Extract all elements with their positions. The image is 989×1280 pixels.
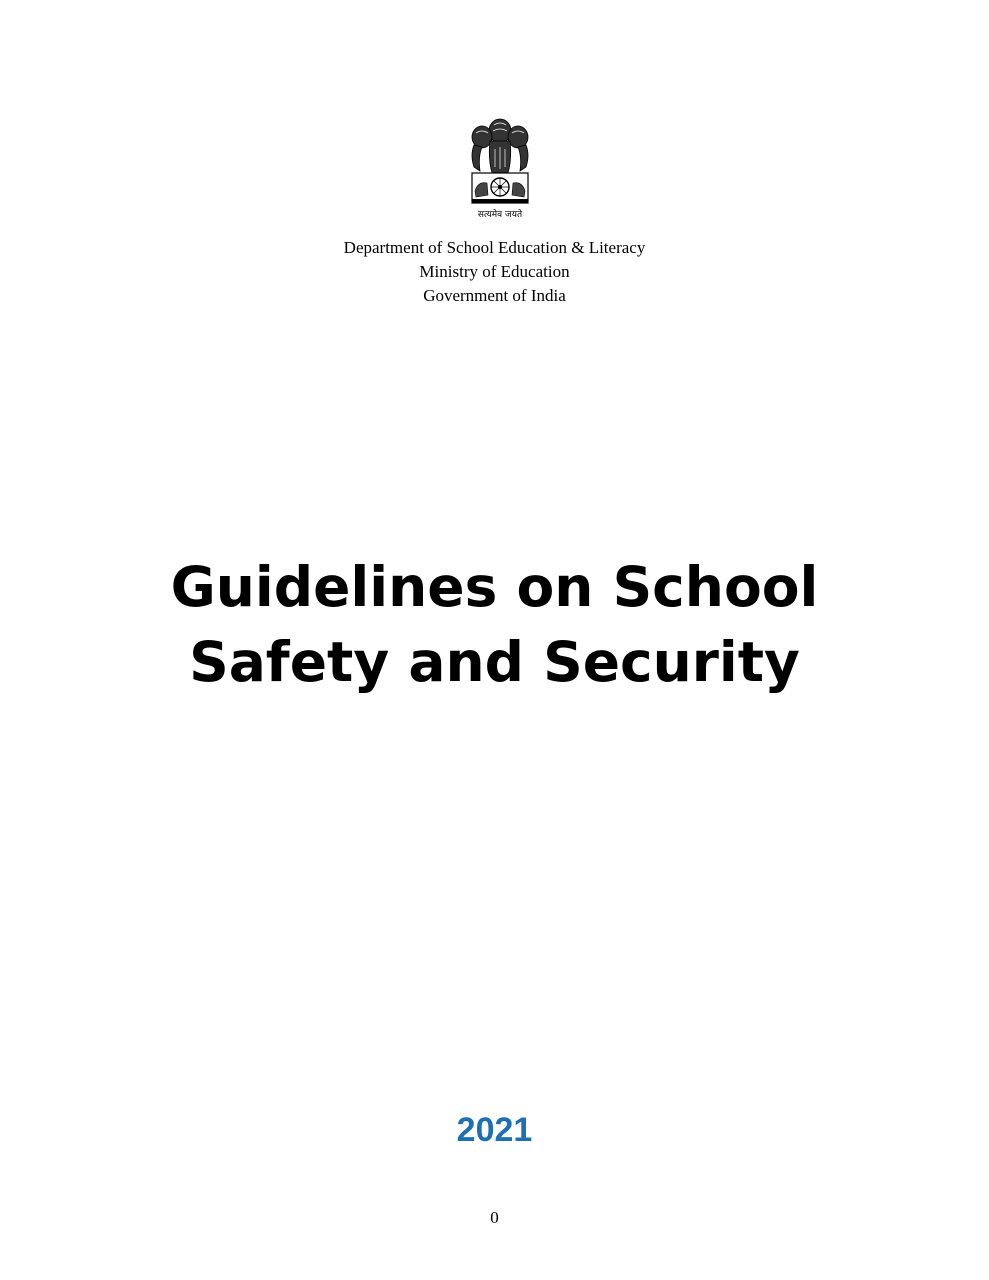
- national-emblem: [460, 115, 540, 223]
- department-name: Department of School Education & Literacy: [343, 238, 646, 257]
- ministry-name: Ministry of Education: [419, 262, 570, 281]
- publication-year: 2021: [456, 1111, 533, 1149]
- issuing-authority: [0, 236, 989, 308]
- government-name: Government of India: [423, 286, 566, 305]
- title-line-1: Guidelines on School: [170, 555, 819, 619]
- emblem-motto: सत्यमेव जयते: [477, 210, 523, 220]
- national-emblem-icon: [460, 115, 540, 223]
- document-title: [0, 550, 989, 700]
- page-number: 0: [490, 1208, 499, 1227]
- title-line-2: Safety and Security: [189, 630, 800, 694]
